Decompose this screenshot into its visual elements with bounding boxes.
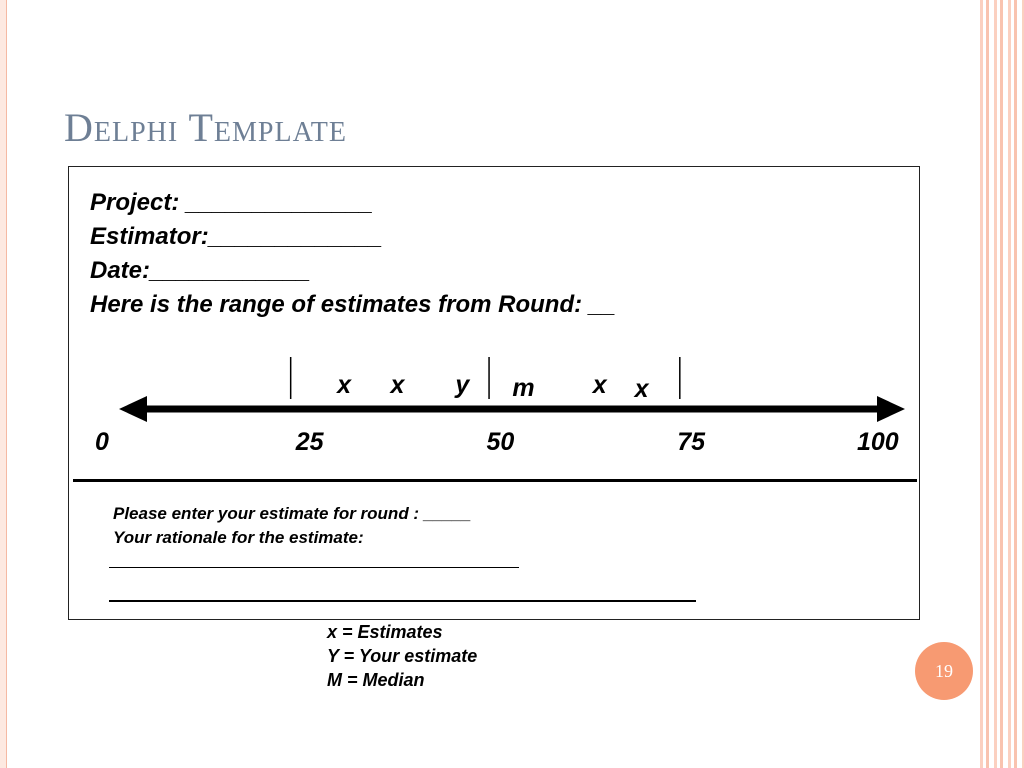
estimate-scale (69, 167, 921, 467)
right-arrowhead (877, 396, 905, 422)
tick-label-100: 100 (857, 428, 899, 456)
tick-label-25: 25 (295, 428, 324, 456)
legend-estimates: x = Estimates (327, 622, 443, 642)
rationale-blank-line-2 (109, 600, 696, 602)
slide-title: Delphi Template (64, 105, 347, 150)
project-field: Project: ______________ (90, 189, 373, 216)
tick-label-0: 0 (95, 428, 109, 456)
tick-label-75: 75 (677, 428, 706, 456)
tick-label-50: 50 (486, 428, 515, 456)
legend (327, 620, 477, 692)
delphi-template-form (68, 166, 920, 620)
marker-m-3: m (512, 374, 535, 402)
marker-x-0: x (337, 371, 351, 399)
section-divider (73, 479, 917, 482)
rationale-prompt: Your rationale for the estimate: (113, 528, 364, 547)
marker-x-4: x (592, 371, 607, 399)
left-arrowhead (119, 396, 147, 422)
marker-y-2: y (455, 371, 470, 399)
range-prompt: Here is the range of estimates from Round: __ (90, 291, 616, 318)
date-field: Date:____________ (90, 257, 311, 284)
right-border-decoration (980, 0, 1024, 768)
marker-x-5: x (634, 375, 649, 403)
legend-median: M = Median (327, 670, 425, 690)
estimator-field: Estimator:_____________ (90, 223, 383, 250)
legend-your-estimate: Y = Your estimate (327, 646, 478, 666)
rationale-blank-line-1 (109, 567, 519, 568)
marker-x-1: x (390, 371, 405, 399)
page-number-badge: 19 (915, 642, 973, 700)
round-estimate-prompt: Please enter your estimate for round : _____ (113, 504, 472, 523)
left-border-decoration (0, 0, 7, 768)
